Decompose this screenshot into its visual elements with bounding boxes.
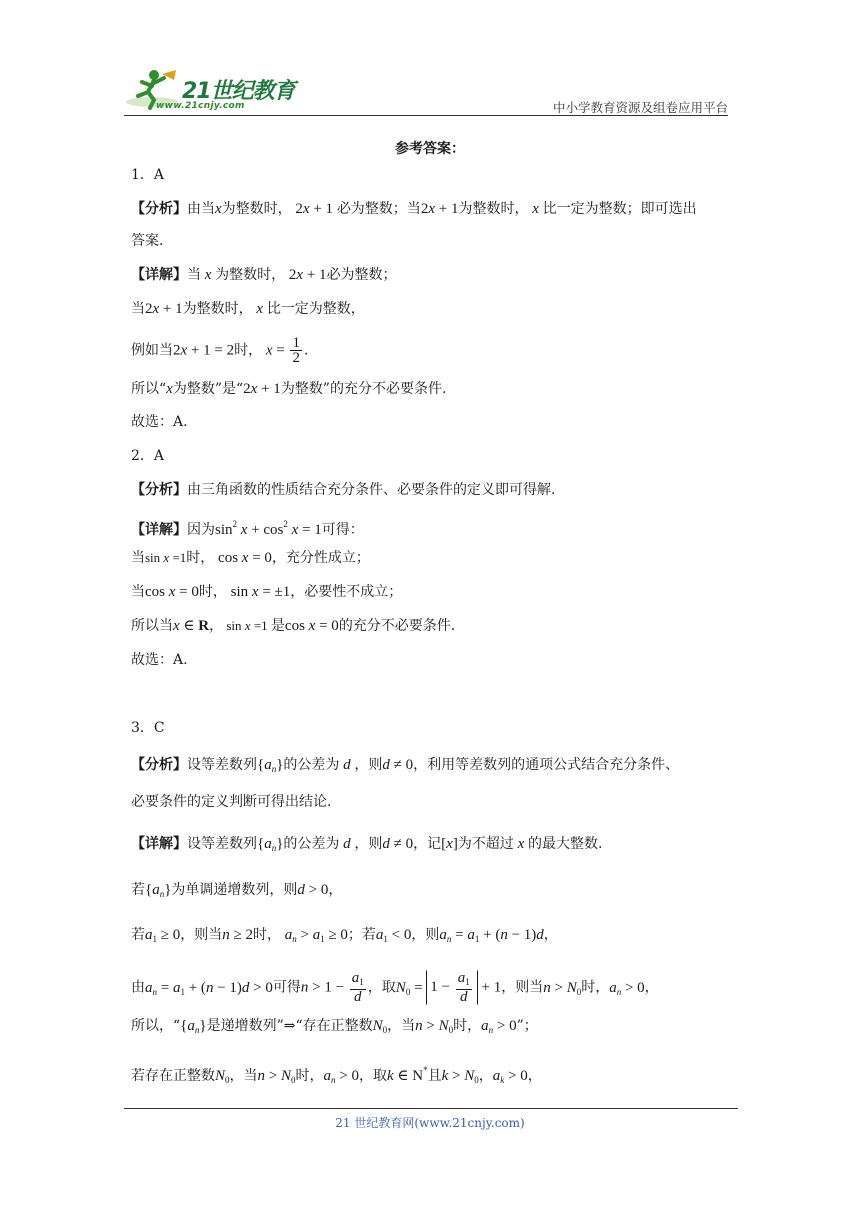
q3-detail-3: 若$a_1 \ge 0$，则当n ≥ 2时， $a_n > a_1 \ge 0$；若$a_1 < 0$，则$a_n = a_1 + (n - 1)d$， bbox=[131, 927, 558, 944]
text: 比一定为整数， bbox=[266, 301, 365, 317]
text: ， bbox=[478, 1068, 493, 1084]
text: 设等差数列 bbox=[187, 757, 257, 773]
text: ， bbox=[644, 979, 659, 996]
text: 时， bbox=[252, 927, 281, 943]
q2-detail-4: 所以当x ∈ R， sin x =1 是cos x = 0的充分不必要条件. bbox=[131, 618, 456, 634]
text: ， bbox=[209, 618, 224, 634]
text: 时， bbox=[295, 1068, 324, 1084]
page-footer: 21 世纪教育网(www.21cnjy.com) bbox=[335, 1116, 525, 1130]
text: 时， bbox=[453, 1018, 482, 1034]
text: ，则 bbox=[411, 927, 440, 943]
text: 设等差数列 bbox=[187, 836, 257, 852]
text: 的最大整数. bbox=[527, 836, 603, 852]
text: ，则当 bbox=[501, 979, 544, 996]
text: 当 bbox=[131, 584, 145, 600]
q2-detail-tag: 【详解】 bbox=[131, 522, 187, 538]
text: ，利用等差数列的通项公式结合充分条件、 bbox=[413, 757, 680, 773]
q1-analysis-tag: 【分析】 bbox=[131, 201, 187, 217]
text: 所以，“ bbox=[131, 1018, 181, 1034]
text: . bbox=[303, 342, 309, 359]
text: 且 bbox=[427, 1068, 442, 1084]
text: ；若 bbox=[347, 927, 376, 943]
q3-detail-tag: 【详解】 bbox=[131, 836, 187, 852]
text: 时， bbox=[234, 342, 263, 359]
text: 为单调递增数列，则 bbox=[171, 882, 298, 898]
q2-number: 2．A bbox=[131, 448, 165, 464]
text: 当 bbox=[187, 267, 201, 283]
text: ，则 bbox=[354, 757, 383, 773]
site-logo bbox=[124, 66, 296, 116]
text: 由当 bbox=[187, 201, 215, 217]
text: 由三角函数的性质结合充分条件、必要条件的定义即可得解. bbox=[187, 482, 556, 498]
q3-detail-4: 由$a_n = a_1 + (n - 1)d > 0$可得n > 1 − $\frac{a_1}{d}$ ，取$N_0 = 1$ − $\frac{a_1}{d}$ + 1，则当$n > N_0$时，$a_n > 0$， bbox=[131, 970, 659, 1005]
text: 的公差为 bbox=[283, 757, 340, 773]
text: ， bbox=[328, 882, 343, 898]
text: ，取 bbox=[358, 1068, 387, 1084]
text: 可得： bbox=[321, 522, 364, 538]
q3-detail-2: 若$\{a_n\}$为单调递增数列，则d > 0， bbox=[131, 882, 343, 899]
text: ，当 bbox=[387, 1018, 416, 1034]
text: 时， bbox=[186, 550, 215, 566]
text: 是递增数列”⇒“存在正整数 bbox=[206, 1018, 373, 1034]
text: 若 bbox=[131, 927, 145, 943]
q1-number: 1．A bbox=[131, 167, 165, 183]
q3-analysis-cont: 必要条件的定义判断可得出结论. bbox=[131, 794, 332, 810]
page-header bbox=[124, 66, 728, 116]
text: 例如当 bbox=[131, 342, 173, 359]
q2-detail-3: 当cos x = 0时， sin x = ±1，必要性不成立； bbox=[131, 584, 403, 600]
logo-text: 21世纪教育 bbox=[182, 79, 295, 104]
text: 因为 bbox=[187, 522, 215, 538]
text: 若 bbox=[131, 882, 145, 898]
text: 若存在正整数 bbox=[131, 1068, 215, 1084]
platform-label: 中小学教育资源及组卷应用平台 bbox=[552, 100, 728, 115]
q1-analysis: 【分析】由当x为整数时， 2x + 1 必为整数；当2x + 1为整数时， x 比一定为整数；即可选出 bbox=[131, 201, 697, 217]
q1-detail-2: 当2x + 1为整数时， x 比一定为整数， bbox=[131, 301, 365, 317]
q3-detail-5: 所以，“$\{a_n\}$是递增数列”⇒“存在正整数$N_0$，当$n > N_0$时，$a_n > 0$”； bbox=[131, 1018, 538, 1035]
text: 当 bbox=[131, 550, 145, 566]
q1-choice: 故选：A. bbox=[131, 414, 188, 430]
text: ， bbox=[527, 1068, 542, 1084]
text: 必为整数； bbox=[326, 267, 397, 283]
q3-detail-6: 若存在正整数$N_0$，当$n > N_0$时，$a_n > 0$，取k ∈ N*且$k > N_0$，$a_k > 0$， bbox=[131, 1065, 542, 1085]
q3-analysis-tag: 【分析】 bbox=[131, 757, 187, 773]
text: 必为整数；当 bbox=[336, 201, 421, 217]
text: 时， bbox=[198, 584, 227, 600]
logo-url: www.21cnjy.com bbox=[156, 101, 245, 111]
text: 为整数”是“ bbox=[172, 381, 244, 397]
q2-detail-2: 当sin x =1时， cos x = 0，充分性成立； bbox=[131, 550, 370, 566]
text: 为整数时， bbox=[182, 301, 253, 317]
text: 时， bbox=[581, 979, 610, 996]
text: 为整数时， bbox=[458, 201, 529, 217]
q3-analysis: 【分析】设等差数列$\{a_n\}$的公差为 d ，则d ≠ 0，利用等差数列的通项公式结合充分条件、 bbox=[131, 757, 680, 774]
header-divider bbox=[124, 115, 728, 116]
footer-divider bbox=[124, 1108, 738, 1109]
q3-detail-1: 【详解】设等差数列$\{a_n\}$的公差为 d ，则d ≠ 0，记[x]为不超过 x 的最大整数. bbox=[131, 836, 603, 853]
text: 比一定为整数；即可选出 bbox=[542, 201, 697, 217]
q1-analysis-cont: 答案. bbox=[131, 233, 164, 249]
text: 当 bbox=[131, 301, 145, 317]
text: ， bbox=[543, 927, 558, 943]
q1-detail-3: 例如当2x + 1 = 2时， x = $\frac{1}{2}$ . bbox=[131, 335, 309, 366]
q1-detail-1: 【详解】当 x 为整数时， 2x + 1必为整数； bbox=[131, 267, 397, 283]
text: ，取 bbox=[367, 979, 396, 996]
q2-analysis bbox=[131, 480, 555, 500]
text: ，充分性成立； bbox=[271, 550, 370, 566]
q1-detail-4: 所以“x为整数”是“2x + 1为整数”的充分不必要条件. bbox=[131, 381, 447, 397]
q2-detail-1: 【详解】因为$\sin^2 x + \cos^2 x = 1$可得： bbox=[131, 519, 364, 538]
answers-title: 参考答案： bbox=[395, 141, 465, 157]
text: 的公差为 bbox=[283, 836, 340, 852]
text: ”； bbox=[516, 1018, 538, 1034]
text: 为整数时， bbox=[215, 267, 286, 283]
text: 是 bbox=[270, 618, 285, 634]
text: ，当 bbox=[229, 1068, 258, 1084]
text: 由 bbox=[131, 979, 145, 996]
text: ，则 bbox=[354, 836, 383, 852]
q2-analysis-tag: 【分析】 bbox=[131, 482, 187, 498]
text: 所以“ bbox=[131, 381, 167, 397]
text: ，则当 bbox=[180, 927, 223, 943]
text: ，记 bbox=[413, 836, 442, 852]
text: 所以当 bbox=[131, 618, 173, 634]
q2-choice: 故选：A. bbox=[131, 652, 188, 668]
text: 为不超过 bbox=[457, 836, 514, 852]
q1-detail-tag: 【详解】 bbox=[131, 267, 187, 283]
text: 可得 bbox=[272, 979, 301, 996]
text: 的充分不必要条件. bbox=[338, 618, 456, 634]
text: 为整数”的充分不必要条件. bbox=[280, 381, 447, 397]
q3-number: 3．C bbox=[131, 720, 165, 736]
text: ，必要性不成立； bbox=[290, 584, 403, 600]
text: 为整数时， bbox=[221, 201, 292, 217]
